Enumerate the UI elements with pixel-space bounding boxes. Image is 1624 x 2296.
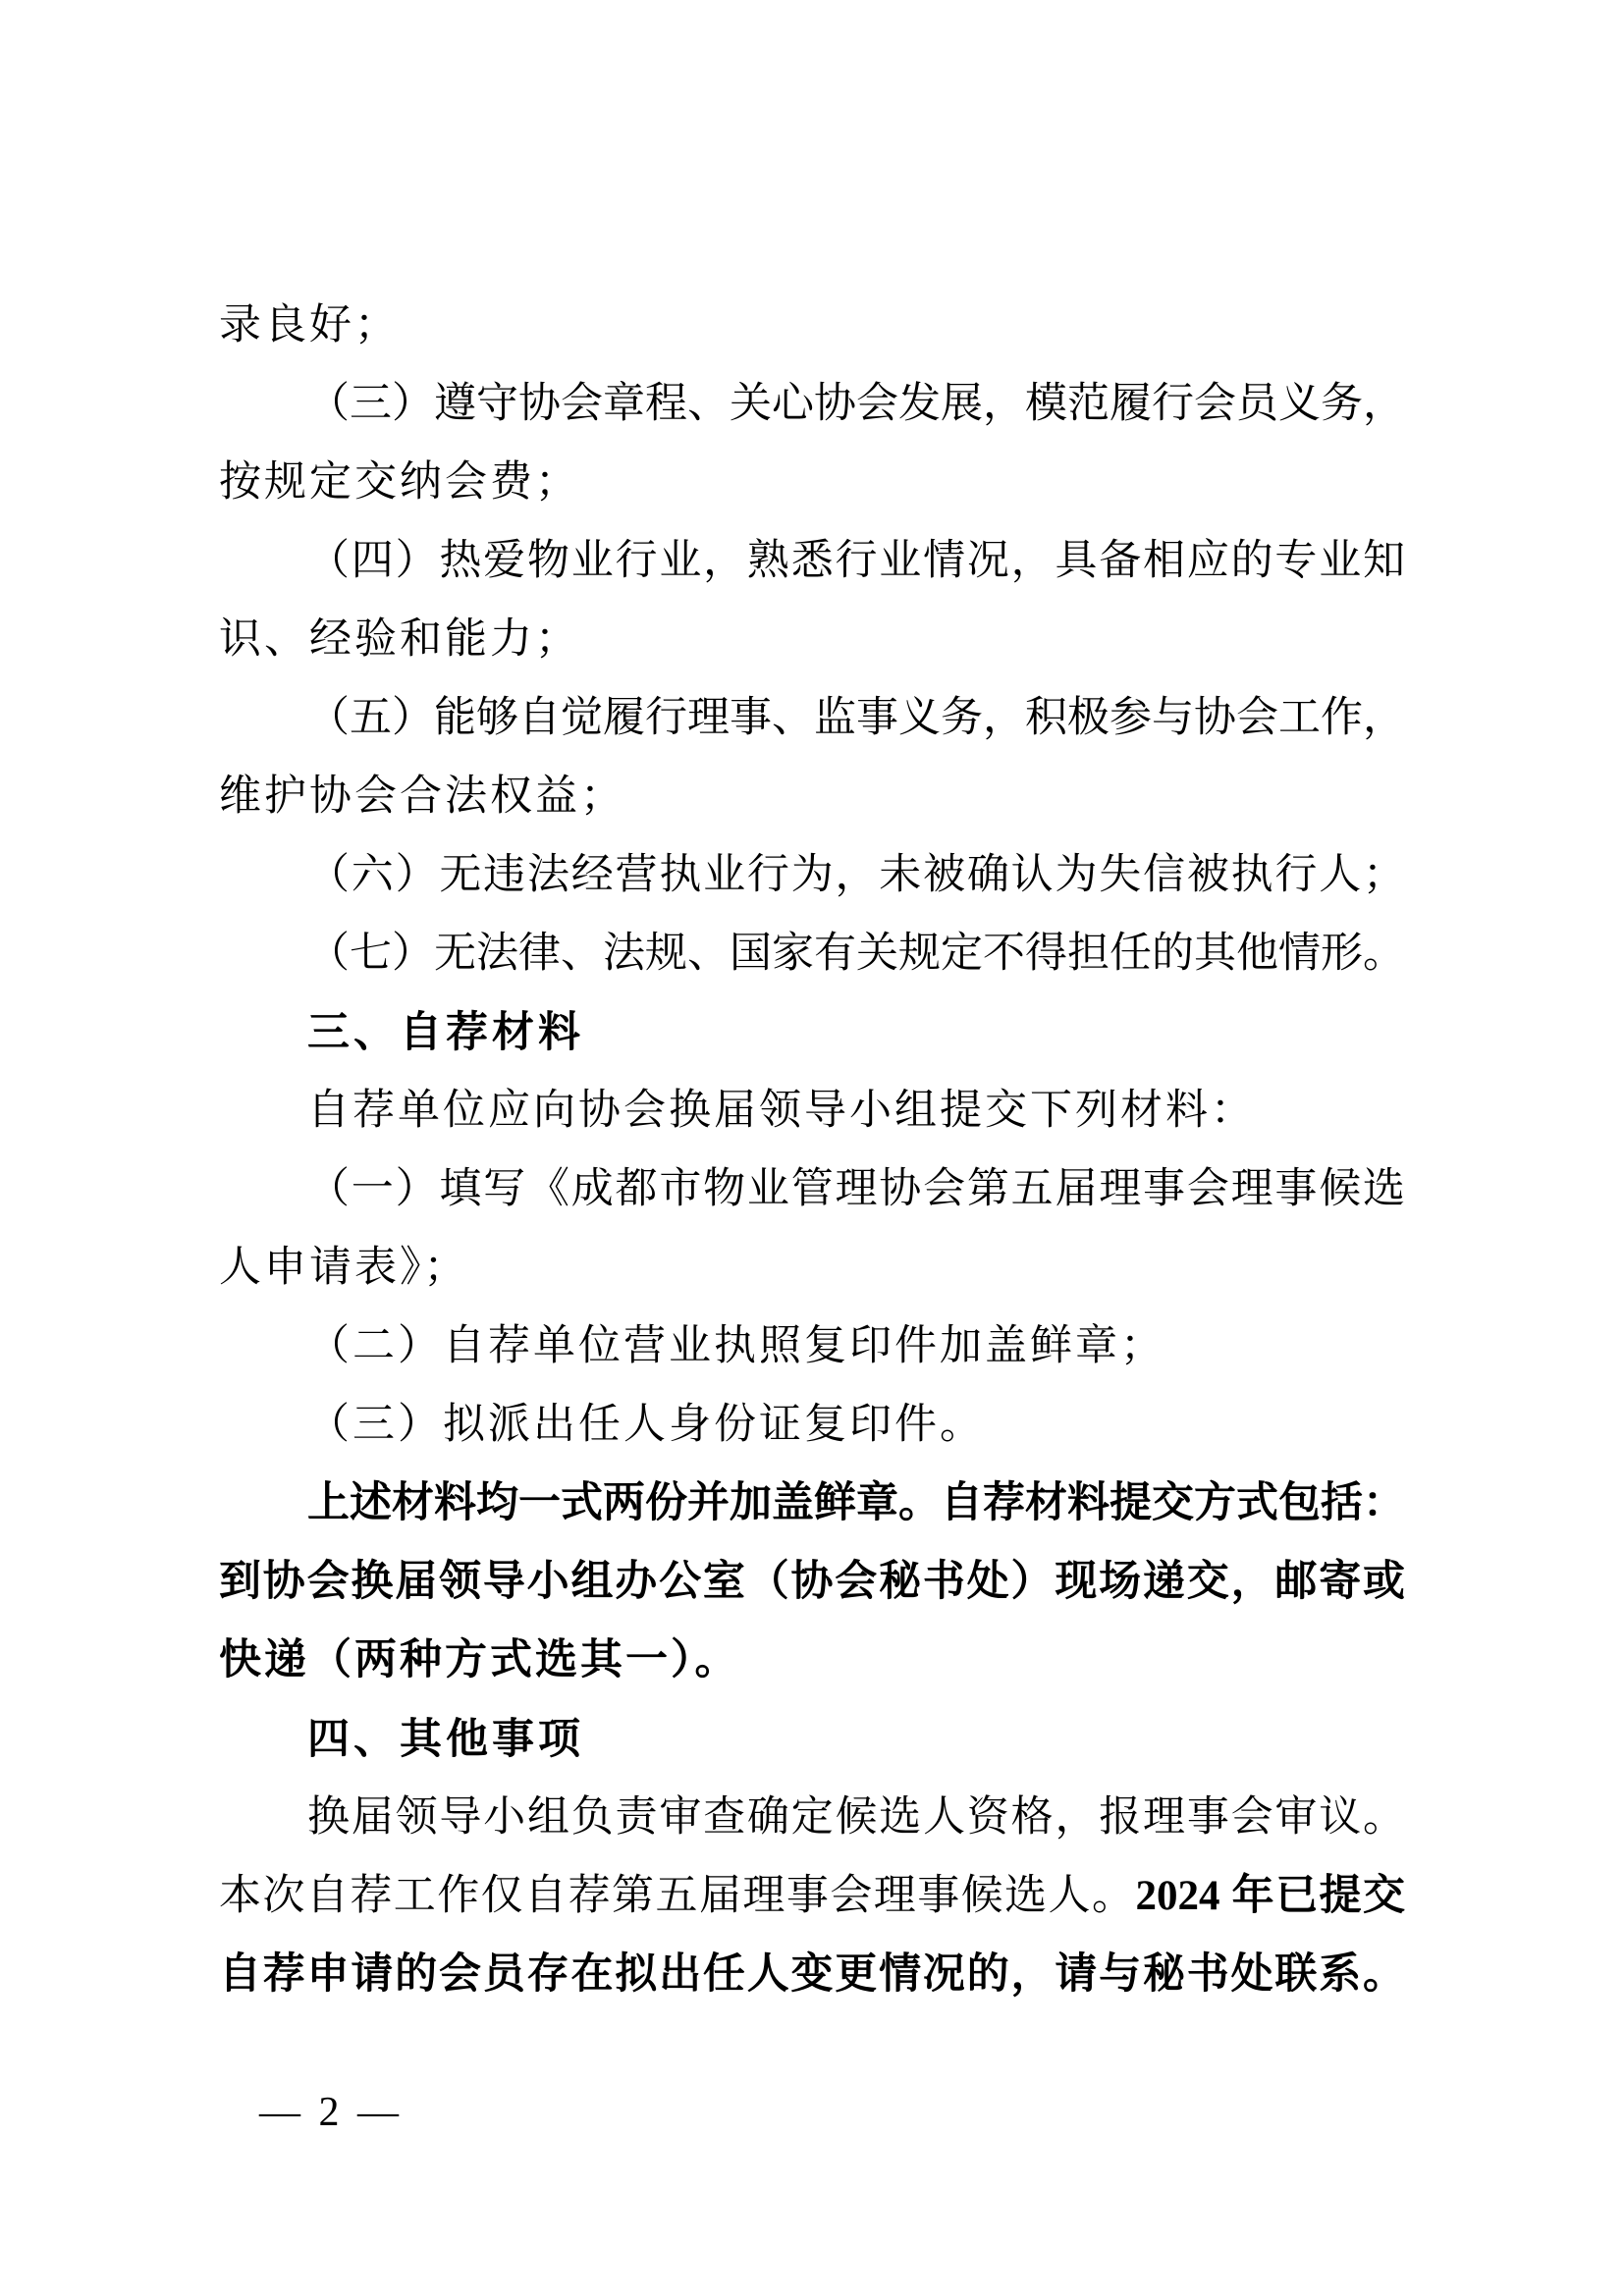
text-line: 自荐申请的会员存在拟出任人变更情况的，请与秘书处联系。	[219, 1951, 1405, 1998]
document-body	[219, 287, 1405, 2014]
text-line	[219, 1857, 1405, 1936]
text-line: （三）遵守协会章程、关心协会发展，模范履行会员义务，	[307, 381, 1405, 427]
text-line: 人申请表》；	[219, 1245, 469, 1291]
text-line: （四）热爱物业行业，熟悉行业情况，具备相应的专业知	[307, 538, 1405, 584]
text-line: （六）无违法经营执业行为，未被确认为失信被执行人；	[307, 852, 1405, 898]
text-segment: 2024 年已提交	[1135, 1873, 1406, 1919]
text-line: （三）拟派出任人身份证复印件。	[307, 1402, 985, 1448]
text-line: 快递（两种方式选其一）。	[219, 1637, 740, 1683]
text-line: 识、经验和能力；	[219, 616, 580, 663]
text-line: （七）无法律、法规、国家有关规定不得担任的其他情形。	[307, 931, 1405, 977]
text-line: 换届领导小组负责审查确定候选人资格，报理事会审议。	[307, 1794, 1405, 1841]
text-line: （二）自荐单位营业执照复印件加盖鲜章；	[307, 1323, 1165, 1369]
text-line: 到协会换届领导小组办公室（协会秘书处）现场递交，邮寄或	[219, 1559, 1405, 1605]
text-line: 录良好；	[219, 302, 400, 348]
text-line: 按规定交纳会费；	[219, 459, 580, 506]
section-heading-other-matters: 四、其他事项	[307, 1716, 584, 1763]
text-line: （一）填写《成都市物业管理协会第五届理事会理事候选	[307, 1166, 1405, 1212]
text-line: 上述材料均一式两份并加盖鲜章。自荐材料提交方式包括：	[307, 1480, 1405, 1526]
text-line: 自荐单位应向协会换届领导小组提交下列材料：	[307, 1088, 1256, 1134]
text-segment: 本次自荐工作仅自荐第五届理事会理事候选人。	[219, 1873, 1136, 1919]
text-line: （五）能够自觉履行理事、监事义务，积极参与协会工作，	[307, 695, 1405, 741]
section-heading-materials: 三、自荐材料	[307, 1009, 584, 1056]
text-line: 维护协会合法权益；	[219, 774, 625, 820]
page-number: — 2 —	[259, 2090, 403, 2135]
